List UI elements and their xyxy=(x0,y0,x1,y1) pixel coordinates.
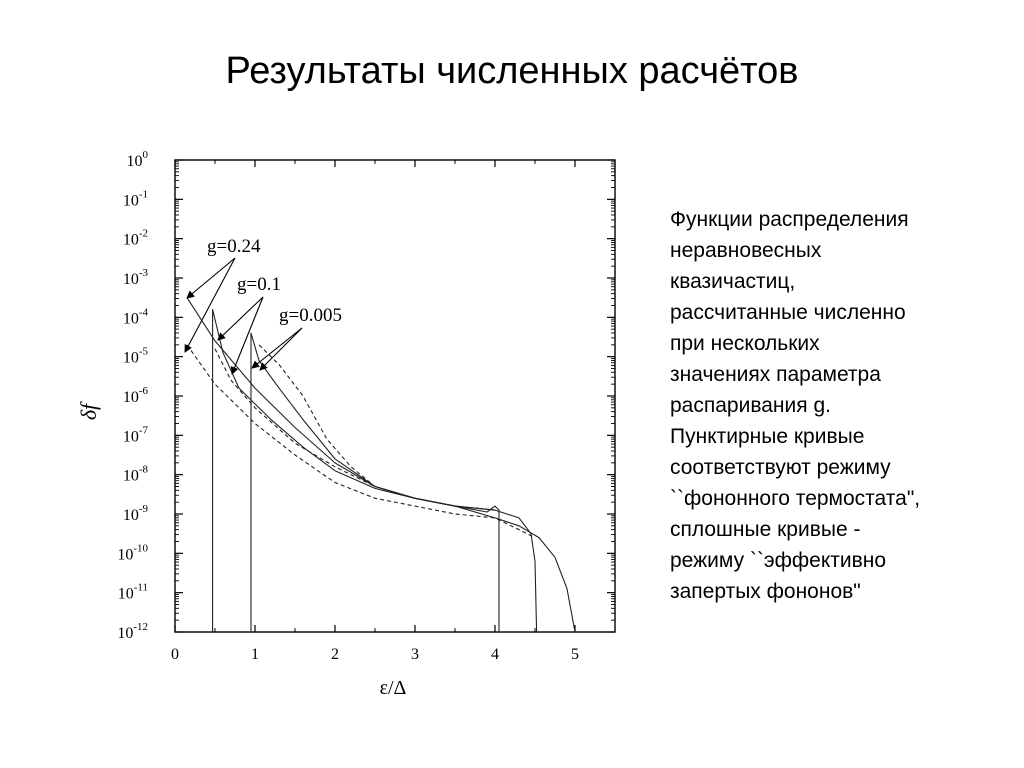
y-tick-label xyxy=(123,346,149,367)
series-group xyxy=(187,298,575,632)
description-line: запертых фононов" xyxy=(670,580,861,603)
description-line: Пунктирные кривые xyxy=(670,425,865,448)
y-tick-exponent: -8 xyxy=(138,463,148,476)
y-tick-base: 10 xyxy=(122,507,139,524)
y-tick-exponent: -11 xyxy=(133,581,148,594)
x-axis-label: ε/Δ xyxy=(379,677,407,699)
chart-frame xyxy=(175,160,615,632)
y-tick-exponent: 0 xyxy=(142,149,148,161)
y-tick-exponent: -12 xyxy=(133,621,148,633)
y-tick-base: 10 xyxy=(126,153,143,170)
annotation-arrow xyxy=(185,258,235,352)
annotation-label: g=0.24 xyxy=(207,236,261,257)
y-tick-exponent: -7 xyxy=(138,424,148,437)
x-tick-label: 0 xyxy=(171,646,179,663)
description-line: при нескольких xyxy=(670,332,820,355)
description-line: неравновесных xyxy=(670,239,822,262)
y-tick-base: 10 xyxy=(122,271,139,288)
annotation-arrow xyxy=(187,258,235,298)
y-tick-exponent: -10 xyxy=(133,542,148,555)
y-tick-label xyxy=(123,267,149,288)
y-axis-label: δf xyxy=(76,403,101,421)
y-tick-base: 10 xyxy=(117,625,134,642)
axis-ticks xyxy=(117,149,615,663)
annotation-label: g=0.005 xyxy=(279,305,342,326)
plot-area-border xyxy=(175,160,615,632)
series-line-g0_1-dashed xyxy=(215,349,495,510)
y-tick-base: 10 xyxy=(122,231,139,249)
slide-title: Результаты численных расчётов xyxy=(225,50,799,92)
y-tick-base: 10 xyxy=(117,585,134,603)
annotation-label: g=0.1 xyxy=(237,274,281,295)
y-tick-exponent: -2 xyxy=(138,227,148,240)
description-line: рассчитанные численно xyxy=(670,301,906,324)
y-tick-exponent: -9 xyxy=(138,503,148,515)
y-tick-base: 10 xyxy=(122,349,139,367)
description-line: ``фононного термостата", xyxy=(670,487,921,510)
y-tick-label xyxy=(123,424,149,445)
y-tick-label xyxy=(117,542,148,563)
description-line: квазичастиц, xyxy=(670,270,796,293)
description-line: Функции распределения xyxy=(670,208,909,231)
x-tick-label: 1 xyxy=(251,646,259,663)
y-tick-base: 10 xyxy=(122,310,139,328)
annotations xyxy=(185,236,342,374)
description-line: режиму ``эффективно xyxy=(670,549,887,572)
y-tick-label xyxy=(123,464,149,485)
series-line-g0_005-solid xyxy=(251,333,499,632)
description xyxy=(670,204,1010,607)
annotation-arrow xyxy=(218,297,263,340)
y-tick-exponent: -5 xyxy=(138,345,148,358)
y-tick-label xyxy=(123,228,148,249)
description-line: значениях параметра xyxy=(670,363,881,386)
annotation-arrow xyxy=(260,328,302,370)
y-tick-exponent: -1 xyxy=(138,188,148,201)
x-tick-label: 5 xyxy=(571,646,579,663)
y-tick-base: 10 xyxy=(122,192,139,210)
x-tick-label: 3 xyxy=(411,646,419,663)
series-line-g0_24-solid xyxy=(187,298,575,632)
y-tick-label xyxy=(123,385,149,406)
x-tick-label: 2 xyxy=(331,646,339,663)
description-line: распаривания g. xyxy=(670,394,831,417)
y-tick-label xyxy=(127,149,149,170)
description-line: сплошные кривые - xyxy=(670,518,861,541)
description-line: соответствуют режиму xyxy=(670,456,891,479)
y-tick-base: 10 xyxy=(122,389,139,406)
series-line-g0_1-solid xyxy=(213,310,537,633)
y-tick-base: 10 xyxy=(122,428,139,446)
y-tick-label xyxy=(123,188,148,209)
y-tick-label xyxy=(117,621,148,642)
y-tick-label xyxy=(118,582,148,603)
y-tick-base: 10 xyxy=(122,467,139,485)
y-tick-exponent: -4 xyxy=(138,306,148,319)
y-tick-label xyxy=(123,306,149,327)
y-tick-label xyxy=(123,503,149,524)
y-tick-base: 10 xyxy=(117,546,134,564)
y-tick-exponent: -6 xyxy=(138,385,148,397)
y-tick-exponent: -3 xyxy=(138,267,148,279)
x-tick-label: 4 xyxy=(491,646,499,663)
